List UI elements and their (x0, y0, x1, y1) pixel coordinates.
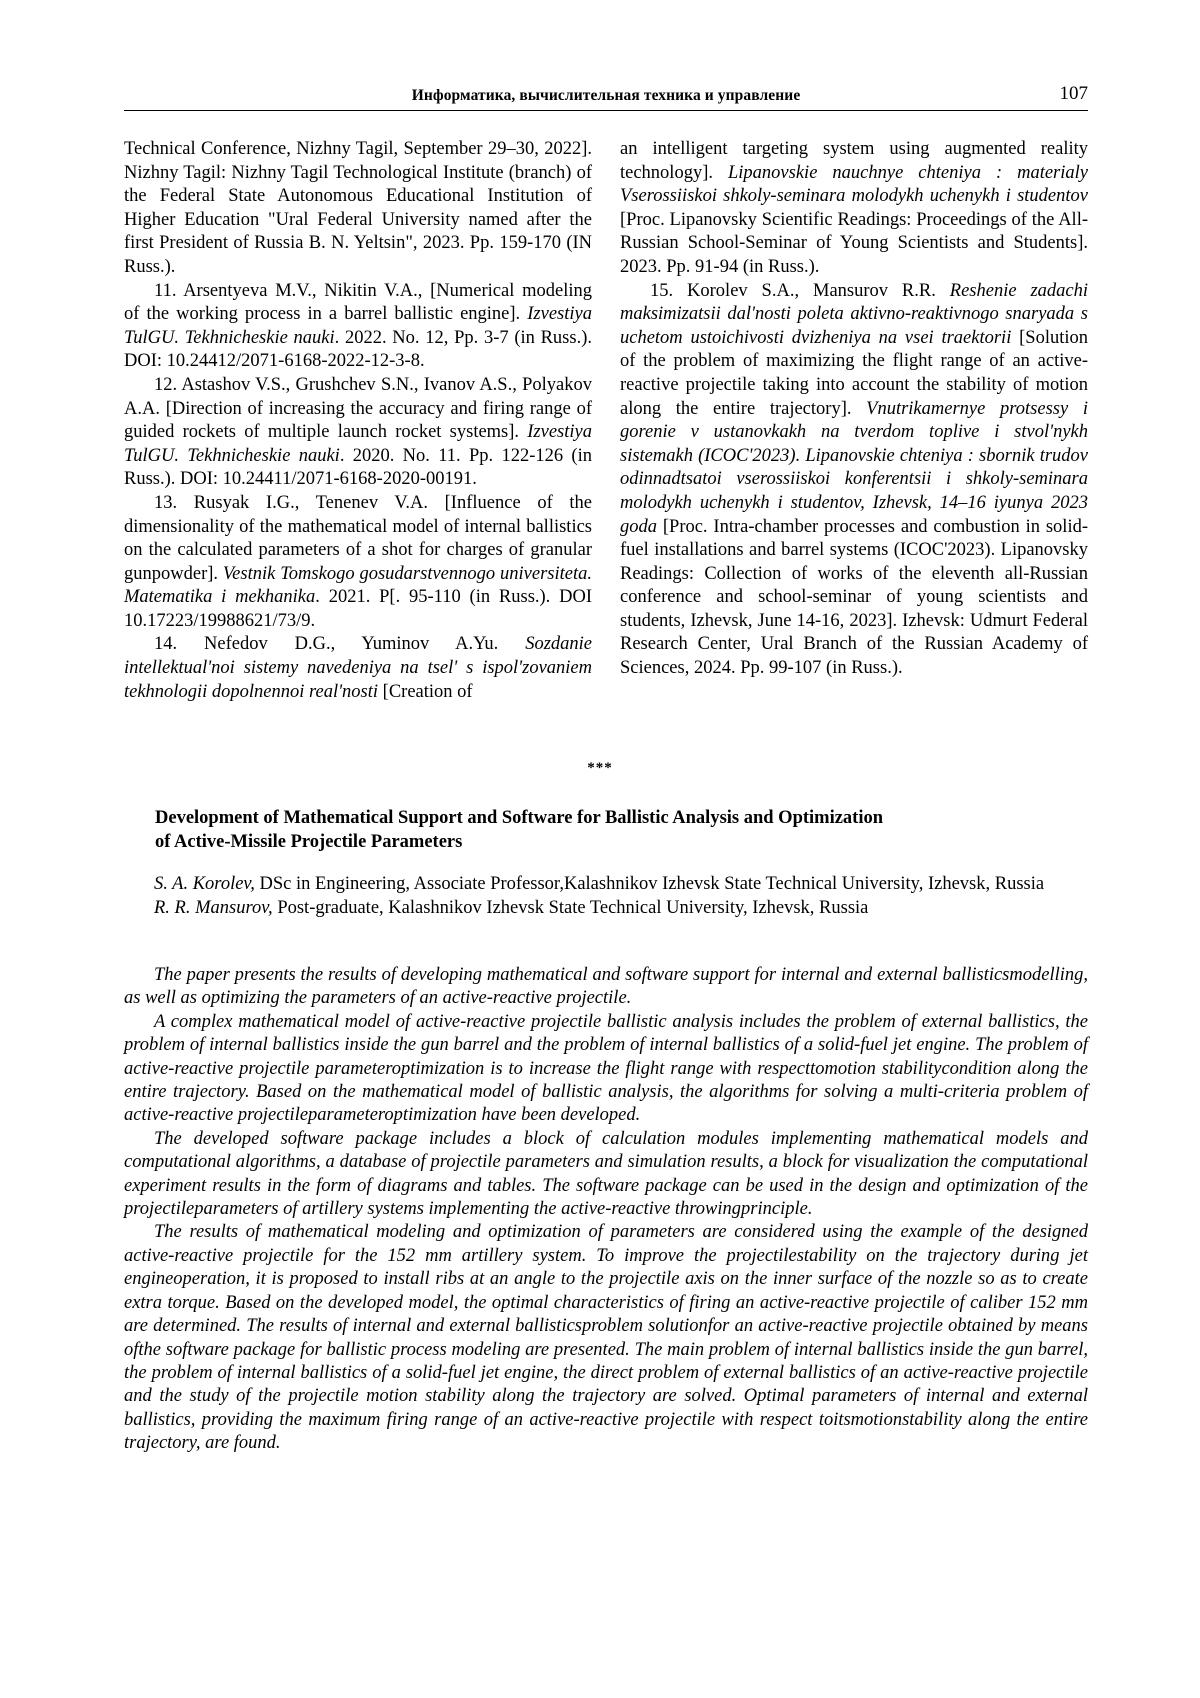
abstract-paragraph: A complex mathematical model of active-reactive projectile ballistic analysis includes the problem of external ballistics, the problem of internal ballistics inside the gun barrel and the problem of internal ballistics of a solid-fuel jet engine. The problem of active-reactive projectile parameteroptimization is to increase the flight range with respecttomotion stabilitycondition along the entire trajectory. Based on the mathematical model of ballistic analysis, the algorithms for solving a multi-criteria problem of active-reactive projectileparameteroptimization have been developed. (124, 1011, 1088, 1126)
author-2-affiliation: Post-graduate, Kalashnikov Izhevsk State Technical University, Izhevsk, Russia (272, 897, 869, 918)
reference-14-title: Sozdanie intellektual'noi sistemy navedeniya na tsel' s ispol'zovaniem tekhnologii dopolnennoi real'nosti (124, 634, 592, 702)
reference-11-authors: 11. Arsentyeva M.V., Nikitin V.A., [Numerical modeling of the working process in a barrel ballistic engine]. (124, 280, 592, 325)
section-separator: *** (587, 760, 613, 776)
reference-15-source: Vnutrikamernye protsessy i gorenie v ustanovkakh na tverdom toplive i stvol'nykh sistemakh (ICOC'2023). Lipanovskie chteniya : sbornik trudov odinnadtsatoi vserossiiskoi konferentsii i shkoly-seminara molodykh uchenykh i studentov, Izhevsk, 14–16 iyunya 2023 goda (620, 398, 1088, 537)
reference-11-details: . 2022. No. 12, Pp. 3-7 (in Russ.). DOI: 10.24412/2071-6168-2022-12-3-8. (124, 327, 592, 372)
reference-13-details: . 2021. P[. 95-110 (in Russ.). DOI 10.17223/19988621/73/9. (124, 587, 592, 631)
reference-12-authors: 12. Astashov V.S., Grushchev S.N., Ivanov A.S., Polyakov A.A. [Direction of increasing the accuracy and firing range of guided rockets of multiple launch rocket systems]. (124, 374, 592, 443)
reference-10-continued: Technical Conference, Nizhny Tagil, September 29–30, 2022]. Nizhny Tagil: Nizhny Tagil Technological Institute (branch) of the Federal State Autonomous Educational Institution of Higher Education "Ural Federal University named after the first President of Russia B. N. Yeltsin", 2023. Pp. 159-170 (IN Russ.). (124, 139, 592, 277)
reference-15-translation: [Solution of the problem of maximizing the flight range of an active-reactive projectile taking into account the stability of motion along the entire trajectory]. (620, 327, 1088, 419)
reference-15 (620, 280, 1088, 681)
references-columns (124, 138, 1088, 744)
reference-14 (124, 633, 592, 704)
reference-12 (124, 374, 592, 492)
author-1-name: S. A. Korolev, (154, 874, 255, 894)
page-number: 107 (1059, 83, 1088, 104)
abstract-paragraph: The paper presents the results of developing mathematical and software support for internal and external ballisticsmodelling, as well as optimizing the parameters of an active-reactive projectile. (124, 965, 1088, 1009)
abstract-paragraph: The developed software package includes a block of calculation modules implementing mathematical models and computational algorithms, a database of projectile parameters and simulation results, a block for visualization the computational experiment results in the form of diagrams and tables. The software package can be used in the design and optimization of the projectileparameters of artillery systems implementing the active-reactive throwingprinciple. (124, 1128, 1088, 1220)
author-1-affiliation: DSc in Engineering, Associate Professor,Kalashnikov Izhevsk State Technical University, Izhevsk, Russia (254, 874, 1045, 894)
references-right-column (620, 138, 1088, 681)
reference-15-title: Reshenie zadachi maksimizatsii dal'nosti poleta aktivno-reaktivnogo snaryada s uchetom ustoichivosti dvizheniya na vsei traektorii (620, 280, 1088, 348)
journal-section-title: Информатика, вычислительная техника и управление (411, 87, 801, 104)
reference-14-translation: an intelligent targeting system using augmented reality technology]. (620, 139, 1088, 183)
reference-11-journal: Izvestiya TulGU. Tekhnicheskie nauki (124, 304, 592, 348)
abstract-paragraph: The results of mathematical modeling and optimization of parameters are considered using the example of the designed active-reactive projectile for the 152 mm artillery system. To improve the projectilestability on the trajectory during jet engineoperation, it is proposed to install ribs at an angle to the projectile axis on the inner surface of the nozzle so as to create extra torque. Based on the developed model, the optimal characteristics of firing an active-reactive projectile of caliber 152 mm are determined. The results of internal and external ballisticsproblem solutionfor an active-reactive projectile obtained by means ofthe software package for ballistic process modeling are presented. The main problem of internal ballistics inside the gun barrel, the problem of internal ballistics of a solid-fuel jet engine, the direct problem of external ballistics of an active-reactive projectile and the study of the projectile motion stability along the trajectory are solved. Optimal parameters of internal and external ballistics, providing the maximum firing range of an active-reactive projectile with respect toitsmotionstability along the entire trajectory, are found. (124, 1222, 1088, 1454)
reference-12-details: . 2020. No. 11. Pp. 122-126 (in Russ.). DOI: 10.24411/2071-6168-2020-00191. (124, 445, 592, 490)
article-title-line-1: Development of Mathematical Support and Software for Ballistic Analysis and Optimization (155, 808, 884, 828)
reference-14-details: [Creation of (378, 681, 473, 702)
reference-15-details: [Proc. Intra-chamber processes and combustion in solid-fuel installations and barrel systems (ICOC'2023). Lipanovsky Readings: Collection of works of the eleventh all-Russian conference and school-seminar of young scientists and students, Izhevsk, June 14-16, 2023]. Izhevsk: Udmurt Federal Research Center, Ural Branch of the Russian Academy of Sciences, 2024. Pp. 99-107 (in Russ.). (620, 516, 1088, 679)
reference-14-source-details: [Proc. Lipanovsky Scientific Readings: Proceedings of the All-Russian School-Seminar of Young Scientists and Students]. 2023. Pp. 91-94 (in Russ.). (620, 209, 1088, 277)
abstract (124, 964, 1088, 1456)
reference-11 (124, 280, 592, 374)
article-title (155, 806, 1035, 854)
reference-14-source: Lipanovskie nauchnye chteniya : materialy Vserossiiskoi shkoly-seminara molodykh uchenykh i studentov (620, 162, 1088, 207)
author-list (124, 873, 1088, 920)
reference-12-journal: Izvestiya TulGU. Tekhnicheskie nauki (124, 422, 592, 466)
reference-13-authors: 13. Rusyak I.G., Tenenev V.A. [Influence of the dimensionality of the mathematical model of internal ballistics on the calculated parameters of a shot for charges of granular gunpowder]. (124, 492, 592, 584)
reference-15-authors: 15. Korolev S.A., Mansurov R.R. (650, 280, 950, 301)
references-left-column (124, 138, 592, 704)
reference-14-continued (620, 138, 1088, 280)
reference-14-authors: 14. Nefedov D.G., Yuminov A.Yu. (154, 634, 526, 655)
running-header (124, 82, 1088, 111)
reference-13-journal: Vestnik Tomskogo gosudarstvennogo universiteta. Matematika i mekhanika (124, 563, 592, 608)
article-title-line-2: of Active-Missile Projectile Parameters (155, 832, 463, 852)
author-2-name: R. R. Mansurov, (154, 897, 273, 918)
author-2 (124, 897, 1088, 921)
author-1 (124, 873, 1088, 897)
reference-13 (124, 492, 592, 634)
